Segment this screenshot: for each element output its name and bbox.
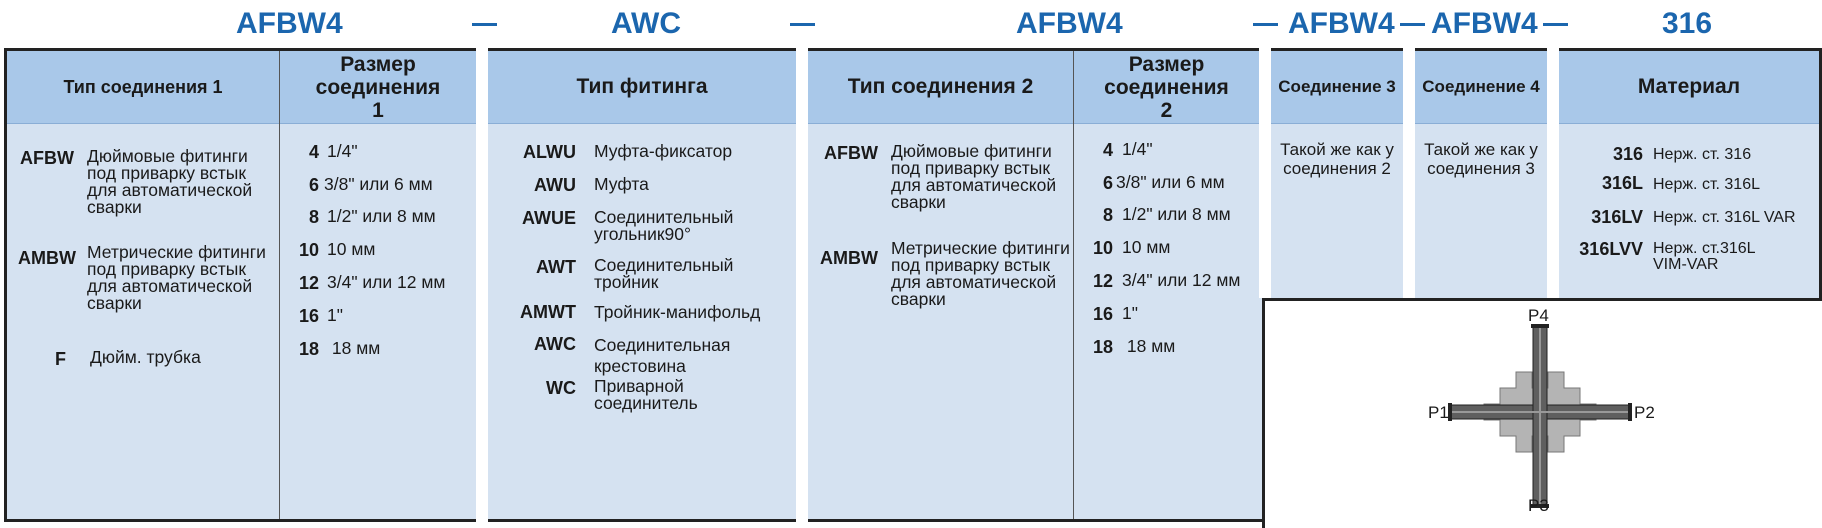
option-desc: Дюймовые фитинги под приварку встык для автоматической сварки <box>87 146 253 217</box>
option-desc: Дюйм. трубка <box>90 347 201 367</box>
code-conn1-type: AFBW4 <box>236 7 343 40</box>
option-desc: Тройник-манифольд <box>594 302 761 322</box>
option-desc: Приварной соединитель <box>594 376 698 413</box>
separator-dash <box>1543 23 1568 26</box>
option-code: 316LVV <box>1579 239 1643 259</box>
header-conn4: Соединение 4 <box>1415 51 1547 124</box>
code-material: 316 <box>1662 7 1713 40</box>
option-code: ALWU <box>523 142 576 162</box>
option-desc: 10 мм <box>327 239 376 259</box>
separator-dash <box>1400 23 1425 26</box>
port-label-p4: P4 <box>1528 306 1549 325</box>
option-desc: 18 мм <box>327 338 381 358</box>
header-conn1-size: Размер соединения 1 <box>280 51 476 124</box>
option-code: 16 <box>298 306 319 326</box>
option-desc: 1" <box>327 305 343 325</box>
option-code: 316 <box>1612 144 1643 164</box>
option-desc: 1" <box>1122 303 1138 323</box>
option-desc: 18 мм <box>1122 336 1176 356</box>
option-desc: Дюймовые фитинги под приварку встык для автоматической сварки <box>891 141 1057 212</box>
header-conn3: Соединение 3 <box>1271 51 1403 124</box>
option-code: AWC <box>534 334 576 354</box>
option-code: 316LV <box>1591 207 1643 227</box>
option-desc: Муфта <box>594 174 649 194</box>
option-desc: Нерж. ст. 316 <box>1653 146 1752 163</box>
header-conn1-type: Тип соединения 1 <box>7 51 279 124</box>
conn3-note: Такой же как у соединения 2 <box>1280 140 1394 178</box>
option-code: AWT <box>536 257 576 277</box>
option-desc: Нерж. ст.316L VIM-VAR <box>1653 240 1755 273</box>
option-code: AWUE <box>522 208 576 228</box>
separator-dash <box>472 23 497 26</box>
option-code: 18 <box>298 339 319 359</box>
column-gap <box>1259 48 1271 298</box>
port-label-p2: P2 <box>1634 403 1655 422</box>
option-desc: 1/2" или 8 мм <box>327 206 436 226</box>
header-conn2-size: Размер соединения 2 <box>1074 51 1259 124</box>
option-code: AMWT <box>520 302 576 322</box>
cross-fitting-diagram <box>1420 306 1660 516</box>
header-conn2-type: Тип соединения 2 <box>808 51 1073 124</box>
option-code: 18 <box>1092 337 1113 357</box>
port-label-p3: P3 <box>1528 496 1549 515</box>
option-desc: Метрические фитинги под приварку встык для автоматической сварки <box>891 238 1070 309</box>
option-code: AMBW <box>820 248 878 268</box>
option-code: AWU <box>534 175 576 195</box>
code-conn4: AFBW4 <box>1431 7 1538 40</box>
option-desc: Соединительный тройник <box>594 255 734 292</box>
column-gap <box>796 48 808 522</box>
conn4-note: Такой же как у соединения 3 <box>1424 140 1538 178</box>
option-desc: Муфта-фиксатор <box>594 141 733 161</box>
option-code: 8 <box>1102 205 1113 225</box>
option-desc: Соединительная крестовина <box>594 335 731 376</box>
header-fitting-type: Тип фитинга <box>488 51 796 124</box>
option-code: AFBW <box>824 143 878 163</box>
option-code: 10 <box>1092 238 1113 258</box>
option-desc: 3/8" или 6 мм <box>1116 172 1225 192</box>
separator-dash <box>790 23 815 26</box>
option-code: 4 <box>308 142 319 162</box>
option-code: 6 <box>1102 173 1113 193</box>
option-code: 16 <box>1092 304 1113 324</box>
option-code: 12 <box>1092 271 1113 291</box>
option-desc: 10 мм <box>1122 237 1171 257</box>
option-desc: 1/4" <box>1122 139 1153 159</box>
option-desc: Нерж. ст. 316L <box>1653 176 1760 193</box>
option-code: F <box>55 349 66 369</box>
code-fitting-type: AWC <box>611 7 681 40</box>
option-desc: 3/8" или 6 мм <box>324 174 433 194</box>
option-desc: Метрические фитинги под приварку встык для автоматической сварки <box>87 242 266 313</box>
option-desc: 1/4" <box>327 141 358 161</box>
separator-dash <box>1253 23 1278 26</box>
column-gap <box>1403 48 1415 298</box>
option-code: WC <box>546 378 576 398</box>
option-code: 10 <box>298 240 319 260</box>
cross-fitting-icon <box>1420 312 1660 516</box>
code-conn3: AFBW4 <box>1288 7 1395 40</box>
column-gap <box>1547 48 1559 298</box>
option-code: 6 <box>308 175 319 195</box>
option-desc: 1/2" или 8 мм <box>1122 204 1231 224</box>
option-desc: Соединительный угольник90° <box>594 207 734 244</box>
option-desc: 3/4" или 12 мм <box>327 272 446 292</box>
option-code: 8 <box>308 207 319 227</box>
port-label-p1: P1 <box>1428 403 1449 422</box>
option-desc: Нерж. ст. 316L VAR <box>1653 209 1796 226</box>
option-desc: 3/4" или 12 мм <box>1122 270 1241 290</box>
option-code: AFBW <box>20 148 74 168</box>
code-conn2-type: AFBW4 <box>1016 7 1123 40</box>
column-gap <box>476 48 488 522</box>
header-material: Материал <box>1559 51 1819 124</box>
option-code: AMBW <box>18 248 76 268</box>
option-code: 4 <box>1102 140 1113 160</box>
option-code: 316L <box>1601 173 1643 193</box>
option-code: 12 <box>298 273 319 293</box>
